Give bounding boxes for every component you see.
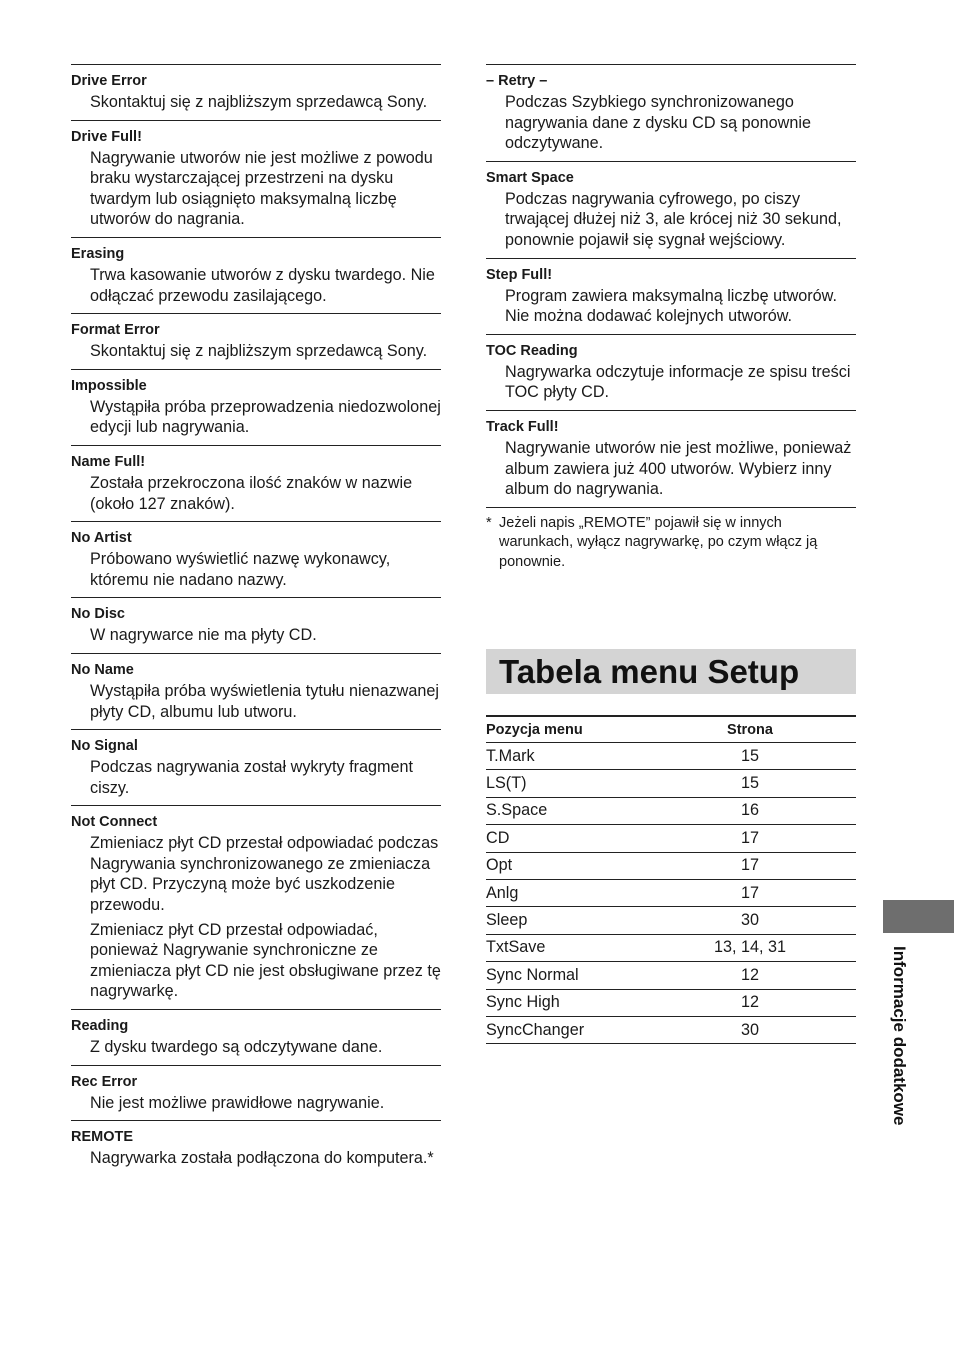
message-description: Podczas Szybkiego synchronizowanego nagrywania dane z dysku CD są ponownie odczytywane. xyxy=(505,93,811,153)
message-entry xyxy=(71,597,441,653)
menu-item-cell: S.Space xyxy=(486,801,548,820)
page-cell: 30 xyxy=(740,1020,759,1039)
table-header-row xyxy=(486,717,856,743)
right-column xyxy=(486,64,856,572)
message-term: Not Connect xyxy=(71,814,158,831)
message-term: Erasing xyxy=(71,245,125,262)
footnote-mark: * xyxy=(486,514,492,531)
message-description: Trwa kasowanie utworów z dysku twardego. Nie odłączać przewodu zasilającego. xyxy=(90,265,435,305)
message-entry xyxy=(486,258,856,334)
page-cell: 15 xyxy=(740,746,759,765)
message-term: Impossible xyxy=(71,377,147,394)
message-term: REMOTE xyxy=(71,1129,134,1146)
page-cell: 17 xyxy=(740,856,759,875)
message-description: Wystąpiła próba przeprowadzenia niedozwolonej edycji lub nagrywania. xyxy=(90,397,441,437)
message-description: Zmieniacz płyt CD przestał odpowiadać podczas Nagrywania synchronizowanego ze zmieniacza płyt CD. Przyczyną może być uszkodzenie przewodu. xyxy=(90,834,439,915)
message-description: Nagrywarka została podłączona do komputera.* xyxy=(90,1149,434,1168)
message-term: Drive Full! xyxy=(71,128,142,145)
menu-item-cell: Sync High xyxy=(486,993,560,1012)
message-description: Podczas nagrywania cyfrowego, po ciszy trwającej dłużej niż 3, ale krócej niż 30 sekund, ponownie pojawił się sygnał wejściowy. xyxy=(505,189,842,249)
message-description: W nagrywarce nie ma płyty CD. xyxy=(90,626,317,645)
message-entry xyxy=(71,729,441,805)
message-entry xyxy=(71,120,441,237)
menu-item-cell: T.Mark xyxy=(486,746,535,765)
message-term: Step Full! xyxy=(486,266,553,283)
menu-item-cell: Opt xyxy=(486,856,513,875)
message-description: Wystąpiła próba wyświetlenia tytułu nienazwanej płyty CD, albumu lub utworu. xyxy=(90,681,439,721)
menu-item-cell: Anlg xyxy=(486,883,519,902)
message-description: Została przekroczona ilość znaków w nazwie (około 127 znaków). xyxy=(90,473,413,513)
message-entry xyxy=(71,1120,441,1176)
message-entry xyxy=(71,445,441,521)
message-entry xyxy=(486,64,856,161)
message-entry xyxy=(71,521,441,597)
message-description: Nagrywanie utworów nie jest możliwe z powodu braku wystarczającej przestrzeni na dysku twardym lub osiągnięto maksymalną liczbę utworów do nagrania. xyxy=(90,148,433,229)
message-description: Skontaktuj się z najbliższym sprzedawcą Sony. xyxy=(90,342,428,361)
setup-menu-table xyxy=(486,715,856,1044)
menu-item-cell: Sync Normal xyxy=(486,965,579,984)
message-term: No Signal xyxy=(71,738,138,755)
table-row xyxy=(486,853,856,880)
message-description: Nie jest możliwe prawidłowe nagrywanie. xyxy=(90,1093,385,1112)
side-tab-marker xyxy=(883,900,954,933)
message-entry xyxy=(71,64,441,120)
page-cell: 17 xyxy=(740,883,759,902)
page-cell: 17 xyxy=(740,828,759,847)
page-cell: 13, 14, 31 xyxy=(713,938,786,957)
message-description: Próbowano wyświetlić nazwę wykonawcy, któremu nie nadano nazwy. xyxy=(90,550,391,589)
message-entry xyxy=(71,237,441,313)
message-term: Format Error xyxy=(71,322,160,339)
message-entry xyxy=(486,410,856,507)
message-term: – Retry – xyxy=(486,73,548,89)
page-cell: 30 xyxy=(740,911,759,930)
message-term: Name Full! xyxy=(71,453,146,470)
section-title: Tabela menu Setup xyxy=(486,649,856,694)
menu-item-cell: TxtSave xyxy=(486,938,546,957)
left-column xyxy=(71,64,441,1176)
message-description: Program zawiera maksymalną liczbę utworów. Nie można dodawać kolejnych utworów. xyxy=(505,286,837,326)
message-term: Track Full! xyxy=(486,418,559,435)
message-description: Zmieniacz płyt CD przestał odpowiadać, ponieważ Nagrywanie synchroniczne ze zmieniacza płyt CD nie jest obsługiwane przez tę nagrywarkę. xyxy=(90,920,441,1001)
message-term: No Name xyxy=(71,661,134,678)
message-description: Z dysku twardego są odczytywane dane. xyxy=(90,1038,383,1057)
menu-item-cell: LS(T) xyxy=(486,774,527,793)
table-body xyxy=(486,743,856,1044)
menu-item-cell: SyncChanger xyxy=(486,1020,585,1039)
footnote xyxy=(486,507,856,573)
message-description: Nagrywarka odczytuje informacje ze spisu treści TOC płyty CD. xyxy=(505,362,851,402)
side-section-label: Informacje dodatkowe xyxy=(890,946,909,1126)
table-row xyxy=(486,880,856,907)
message-entry xyxy=(71,1009,441,1065)
message-entry xyxy=(486,334,856,410)
table-row xyxy=(486,825,856,852)
message-term: Reading xyxy=(71,1018,129,1035)
table-row xyxy=(486,990,856,1017)
message-entry xyxy=(71,653,441,729)
message-term: TOC Reading xyxy=(486,342,578,359)
message-description: Podczas nagrywania został wykryty fragment ciszy. xyxy=(90,758,413,797)
page-cell: 12 xyxy=(740,993,759,1012)
table-row xyxy=(486,1017,856,1044)
page-cell: 12 xyxy=(740,965,759,984)
message-entry xyxy=(71,805,441,1009)
table-row xyxy=(486,962,856,989)
page-cell: 15 xyxy=(740,774,759,793)
menu-item-cell: Sleep xyxy=(486,911,528,930)
message-description: Nagrywanie utworów nie jest możliwe, ponieważ album zawiera już 400 utworów. Wybierz inny album do nagrywania. xyxy=(505,438,852,499)
message-term: No Disc xyxy=(71,606,125,623)
message-entry xyxy=(486,161,856,258)
header-menu-item: Pozycja menu xyxy=(486,721,583,738)
header-page: Strona xyxy=(727,721,773,738)
table-row xyxy=(486,770,856,797)
message-term: Rec Error xyxy=(71,1073,138,1090)
table-row xyxy=(486,907,856,934)
table-row xyxy=(486,935,856,962)
table-row xyxy=(486,743,856,770)
message-entry xyxy=(71,1065,441,1121)
message-entry xyxy=(71,313,441,369)
message-term: No Artist xyxy=(71,530,132,547)
message-description: Skontaktuj się z najbliższym sprzedawcą Sony. xyxy=(90,93,428,111)
message-term: Smart Space xyxy=(486,169,574,186)
message-entry xyxy=(71,369,441,445)
page-cell: 16 xyxy=(740,801,759,820)
right-entry-list xyxy=(486,64,856,507)
message-term: Drive Error xyxy=(71,73,147,89)
table-row xyxy=(486,798,856,825)
menu-item-cell: CD xyxy=(486,828,510,847)
footnote-text: Jeżeli napis „REMOTE” pojawił się w innych warunkach, wyłącz nagrywarkę, po czym włącz ją ponownie. xyxy=(499,514,818,570)
